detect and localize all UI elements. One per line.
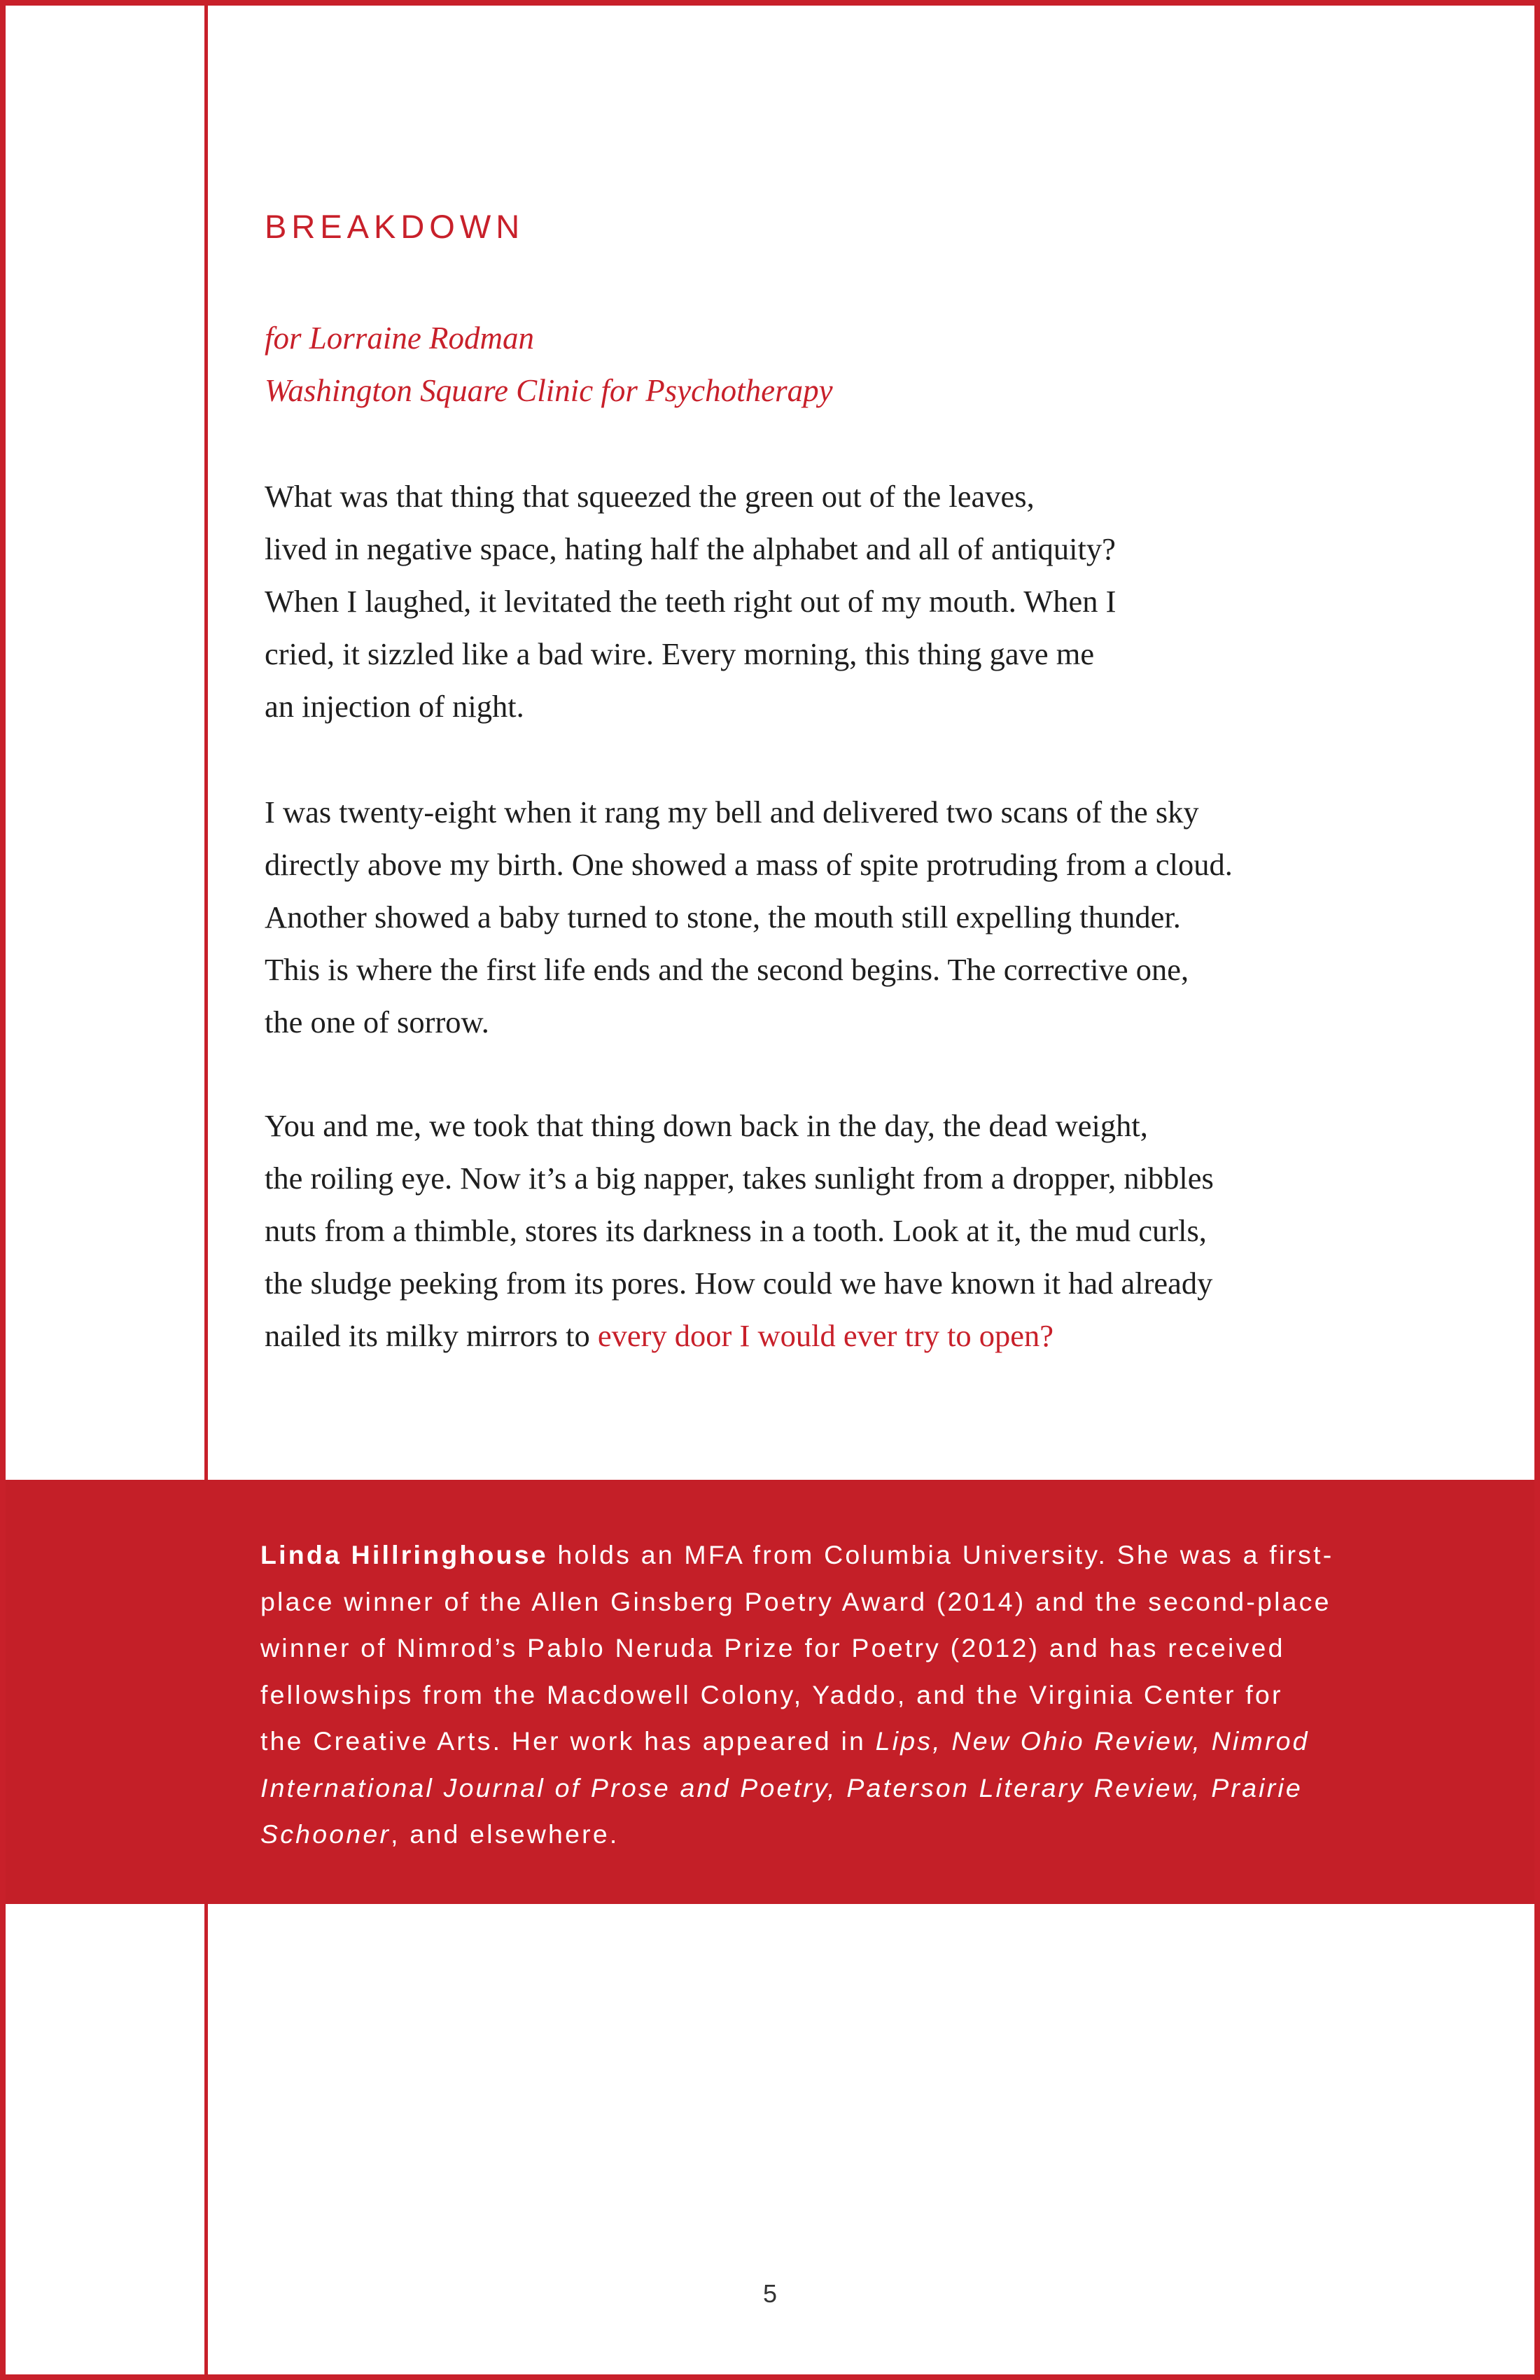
poem-title: BREAKDOWN — [265, 208, 525, 245]
poem-line: nuts from a thimble, stores its darkness in a tooth. Look at it, the mud curls, — [265, 1213, 1207, 1248]
bio-text: holds an MFA from Columbia University. She was a first- — [547, 1540, 1334, 1569]
stanza-3 — [265, 1100, 1455, 1362]
poem-line: You and me, we took that thing down back in the day, the dead weight, — [265, 1108, 1148, 1143]
poem-line: lived in negative space, hating half the alphabet and all of antiquity? — [265, 531, 1116, 566]
stanza-2 — [265, 786, 1455, 1049]
publication-titles: International Journal of Prose and Poetry, Paterson Literary Review, Prairie — [260, 1772, 1303, 1802]
poem-line: What was that thing that squeezed the green out of the leaves, — [265, 479, 1035, 514]
poem-line: I was twenty-eight when it rang my bell and delivered two scans of the sky — [265, 794, 1199, 830]
bio-line: place winner of the Allen Ginsberg Poetry Award (2014) and the second-place — [260, 1586, 1331, 1616]
bio-line — [260, 1811, 1436, 1858]
poem-line: cried, it sizzled like a bad wire. Every morning, this thing gave me — [265, 636, 1095, 671]
poem-line: Another showed a baby turned to stone, the mouth still expelling thunder. — [265, 899, 1181, 934]
author-name: Linda Hillringhouse — [260, 1540, 548, 1569]
poem-line: the sludge peeking from its pores. How could we have known it had already — [265, 1266, 1213, 1301]
author-bio — [260, 1532, 1436, 1858]
bio-line — [260, 1718, 1436, 1765]
dedication-line: Washington Square Clinic for Psychotherapy — [265, 373, 833, 408]
stanza-1 — [265, 470, 1455, 733]
poem-line: directly above my birth. One showed a mass of spite protruding from a cloud. — [265, 847, 1233, 882]
poem-dedication — [265, 312, 833, 417]
poem-line: This is where the first life ends and the second begins. The corrective one, — [265, 952, 1189, 987]
poem-line: When I laughed, it levitated the teeth right out of my mouth. When I — [265, 584, 1116, 619]
poem-line: the roiling eye. Now it’s a big napper, takes sunlight from a dropper, nibbles — [265, 1161, 1214, 1196]
publication-titles: Lips, New Ohio Review, Nimrod — [875, 1726, 1310, 1756]
page-number: 5 — [762, 2279, 778, 2308]
poem-line — [265, 1310, 1455, 1362]
bio-line — [260, 1532, 1436, 1578]
poem-line: an injection of night. — [265, 689, 524, 724]
bio-text: the Creative Arts. Her work has appeared in — [260, 1726, 876, 1756]
dedication-line: for Lorraine Rodman — [265, 321, 535, 356]
poem-line-text: nailed its milky mirrors to — [265, 1318, 598, 1353]
poem-closing-phrase: every door I would ever try to open? — [597, 1318, 1054, 1353]
bio-line: winner of Nimrod’s Pablo Neruda Prize for Poetry (2012) and has received — [260, 1633, 1285, 1662]
poem-line: the one of sorrow. — [265, 1004, 489, 1040]
publication-titles: Schooner — [260, 1819, 391, 1849]
bio-line — [260, 1765, 1436, 1812]
bio-line: fellowships from the Macdowell Colony, Yaddo, and the Virginia Center for — [260, 1679, 1283, 1709]
margin-rule — [204, 0, 208, 2380]
bio-text: , and elsewhere. — [391, 1819, 620, 1849]
